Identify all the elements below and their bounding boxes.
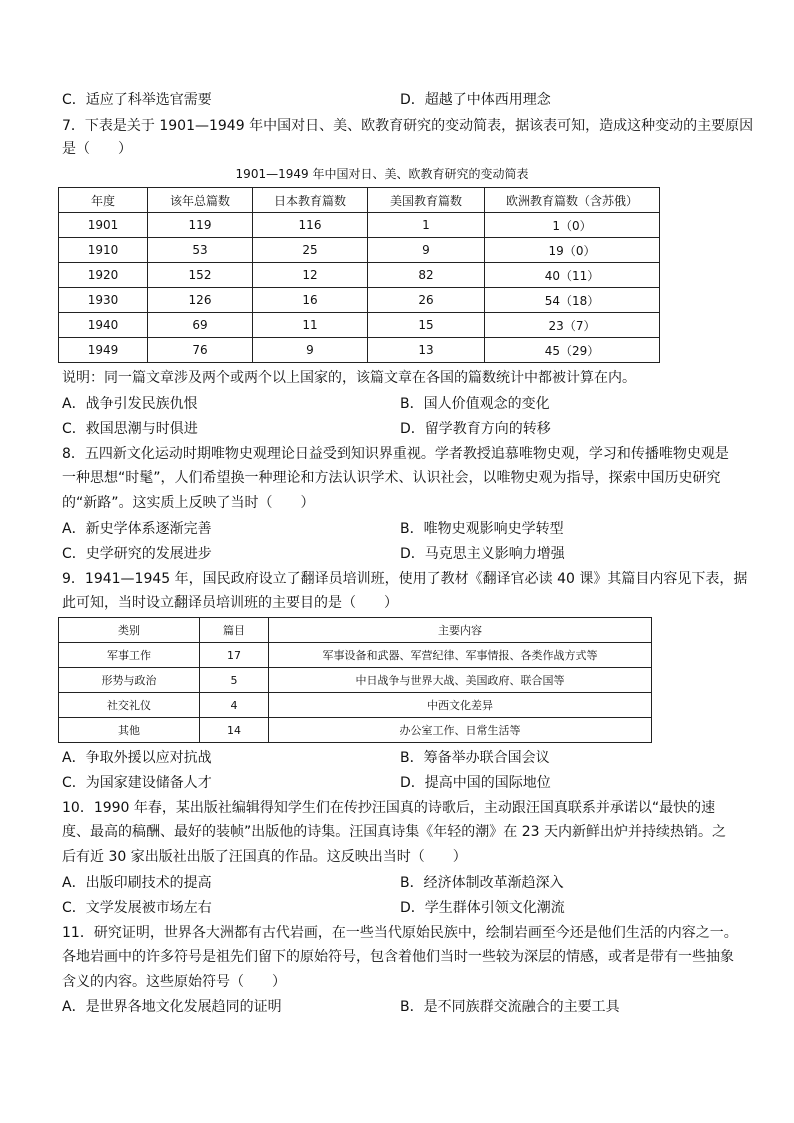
table-cell: 19（0）	[485, 238, 660, 263]
q9-option-c: C．为国家建设储备人才	[62, 775, 212, 791]
table-row	[59, 213, 660, 238]
q7-option-c: C．救国思潮与时俱进	[62, 421, 198, 437]
q9-option-a: A．争取外援以应对抗战	[62, 750, 212, 766]
table-cell: 1920	[59, 263, 148, 288]
table-cell: 53	[148, 238, 253, 263]
table-cell: 1940	[59, 313, 148, 338]
table-row	[59, 718, 652, 743]
table-cell: 中西文化差异	[269, 693, 652, 718]
table-cell: 中日战争与世界大战、美国政府、联合国等	[269, 668, 652, 693]
q7-note: 说明：同一篇文章涉及两个或两个以上国家的，该篇文章在各国的篇数统计中都被计算在内。	[62, 370, 636, 386]
table-row	[59, 643, 652, 668]
q11-option-b: B．是不同族群交流融合的主要工具	[400, 999, 620, 1015]
table-cell: 办公室工作、日常生活等	[269, 718, 652, 743]
q6-option-d: D．超越了中体西用理念	[400, 92, 551, 108]
table-cell: 116	[253, 213, 368, 238]
q8-stem-line2: 一种思想“时髦”，人们希望换一种理论和方法认识学术、认识社会，以唯物史观为指导，探索中国历史研究	[62, 470, 721, 486]
q9-stem-line2: 此可知，当时设立翻译员培训班的主要目的是（ ）	[62, 595, 398, 611]
table-cell: 17	[200, 643, 269, 668]
q8-stem-line3: 的“新路”。这实质上反映了当时（ ）	[62, 495, 315, 511]
table-row	[59, 288, 660, 313]
table-header: 欧洲教育篇数（含苏俄）	[485, 188, 660, 213]
table-header-row	[59, 618, 652, 643]
q9-table	[58, 617, 652, 743]
table-cell: 1930	[59, 288, 148, 313]
table-row	[59, 693, 652, 718]
table-cell: 23（7）	[485, 313, 660, 338]
table-row	[59, 263, 660, 288]
table-cell: 12	[253, 263, 368, 288]
q10-option-a: A．出版印刷技术的提高	[62, 875, 212, 891]
table-cell: 4	[200, 693, 269, 718]
q8-stem-line1: 8．五四新文化运动时期唯物史观理论日益受到知识界重视。学者教授追慕唯物史观，学习和传播唯物史观是	[62, 446, 729, 462]
table-cell: 11	[253, 313, 368, 338]
table-cell: 9	[253, 338, 368, 363]
q11-stem-line3: 含义的内容。这些原始符号（ ）	[62, 974, 286, 990]
q7-table-title: 1901—1949 年中国对日、美、欧教育研究的变动简表	[235, 167, 529, 181]
table-cell: 40（11）	[485, 263, 660, 288]
table-cell: 其他	[59, 718, 200, 743]
q7-option-a: A．战争引发民族仇恨	[62, 396, 198, 412]
table-cell: 社交礼仪	[59, 693, 200, 718]
q6-option-c: C．适应了科举选官需要	[62, 92, 212, 108]
q11-stem-line1: 11．研究证明，世界各大洲都有古代岩画，在一些当代原始民族中，绘制岩画至今还是他们生活的内容之一。	[62, 925, 738, 941]
table-header: 日本教育篇数	[253, 188, 368, 213]
q10-option-d: D．学生群体引领文化潮流	[400, 900, 565, 916]
q7-stem-line1: 7．下表是关于 1901—1949 年中国对日、美、欧教育研究的变动简表，据该表可知，造成这种变动的主要原因	[62, 118, 754, 134]
table-row	[59, 338, 660, 363]
table-row	[59, 238, 660, 263]
table-row	[59, 668, 652, 693]
table-header: 类别	[59, 618, 200, 643]
table-header-row	[59, 188, 660, 213]
table-cell: 25	[253, 238, 368, 263]
table-cell: 82	[368, 263, 485, 288]
q8-option-d: D．马克思主义影响力增强	[400, 546, 565, 562]
q7-option-b: B．国人价值观念的变化	[400, 396, 550, 412]
table-header: 该年总篇数	[148, 188, 253, 213]
table-cell: 5	[200, 668, 269, 693]
table-cell: 军事设备和武器、军营纪律、军事情报、各类作战方式等	[269, 643, 652, 668]
table-cell: 军事工作	[59, 643, 200, 668]
q9-stem-line1: 9．1941—1945 年，国民政府设立了翻译员培训班，使用了教材《翻译官必读 40 课》其篇目内容见下表，据	[62, 571, 748, 587]
table-cell: 26	[368, 288, 485, 313]
q8-option-b: B．唯物史观影响史学转型	[400, 521, 564, 537]
table-cell: 45（29）	[485, 338, 660, 363]
q10-stem-line3: 后有近 30 家出版社出版了汪国真的作品。这反映出当时（ ）	[62, 849, 467, 865]
table-header: 美国教育篇数	[368, 188, 485, 213]
q10-option-c: C．文学发展被市场左右	[62, 900, 212, 916]
q8-option-c: C．史学研究的发展进步	[62, 546, 212, 562]
q11-stem-line2: 各地岩画中的许多符号是祖先们留下的原始符号，包含着他们当时一些较为深层的情感，或者是带有一些抽象	[62, 949, 734, 965]
table-cell: 126	[148, 288, 253, 313]
table-cell: 1	[368, 213, 485, 238]
q7-table	[58, 187, 660, 363]
table-cell: 54（18）	[485, 288, 660, 313]
q11-option-a: A．是世界各地文化发展趋同的证明	[62, 999, 282, 1015]
q9-option-d: D．提高中国的国际地位	[400, 775, 551, 791]
table-cell: 1949	[59, 338, 148, 363]
table-cell: 76	[148, 338, 253, 363]
table-header: 篇目	[200, 618, 269, 643]
table-cell: 13	[368, 338, 485, 363]
q7-stem-line2: 是（ ）	[62, 141, 132, 157]
table-header: 主要内容	[269, 618, 652, 643]
table-cell: 119	[148, 213, 253, 238]
table-cell: 16	[253, 288, 368, 313]
q7-option-d: D．留学教育方向的转移	[400, 421, 551, 437]
table-header: 年度	[59, 188, 148, 213]
table-cell: 1901	[59, 213, 148, 238]
table-cell: 1910	[59, 238, 148, 263]
table-cell: 14	[200, 718, 269, 743]
table-cell: 15	[368, 313, 485, 338]
q10-stem-line1: 10．1990 年春，某出版社编辑得知学生们在传抄汪国真的诗歌后，主动跟汪国真联系并承诺以“最快的速	[62, 800, 716, 816]
table-cell: 152	[148, 263, 253, 288]
table-cell: 形势与政治	[59, 668, 200, 693]
q9-option-b: B．筹备举办联合国会议	[400, 750, 550, 766]
table-cell: 1（0）	[485, 213, 660, 238]
q10-stem-line2: 度、最高的稿酬、最好的装帧”出版他的诗集。汪国真诗集《年轻的潮》在 23 天内新鲜出炉并持续热销。之	[62, 824, 726, 840]
q8-option-a: A．新史学体系逐渐完善	[62, 521, 212, 537]
table-cell: 69	[148, 313, 253, 338]
q10-option-b: B．经济体制改革渐趋深入	[400, 875, 564, 891]
table-row	[59, 313, 660, 338]
table-cell: 9	[368, 238, 485, 263]
